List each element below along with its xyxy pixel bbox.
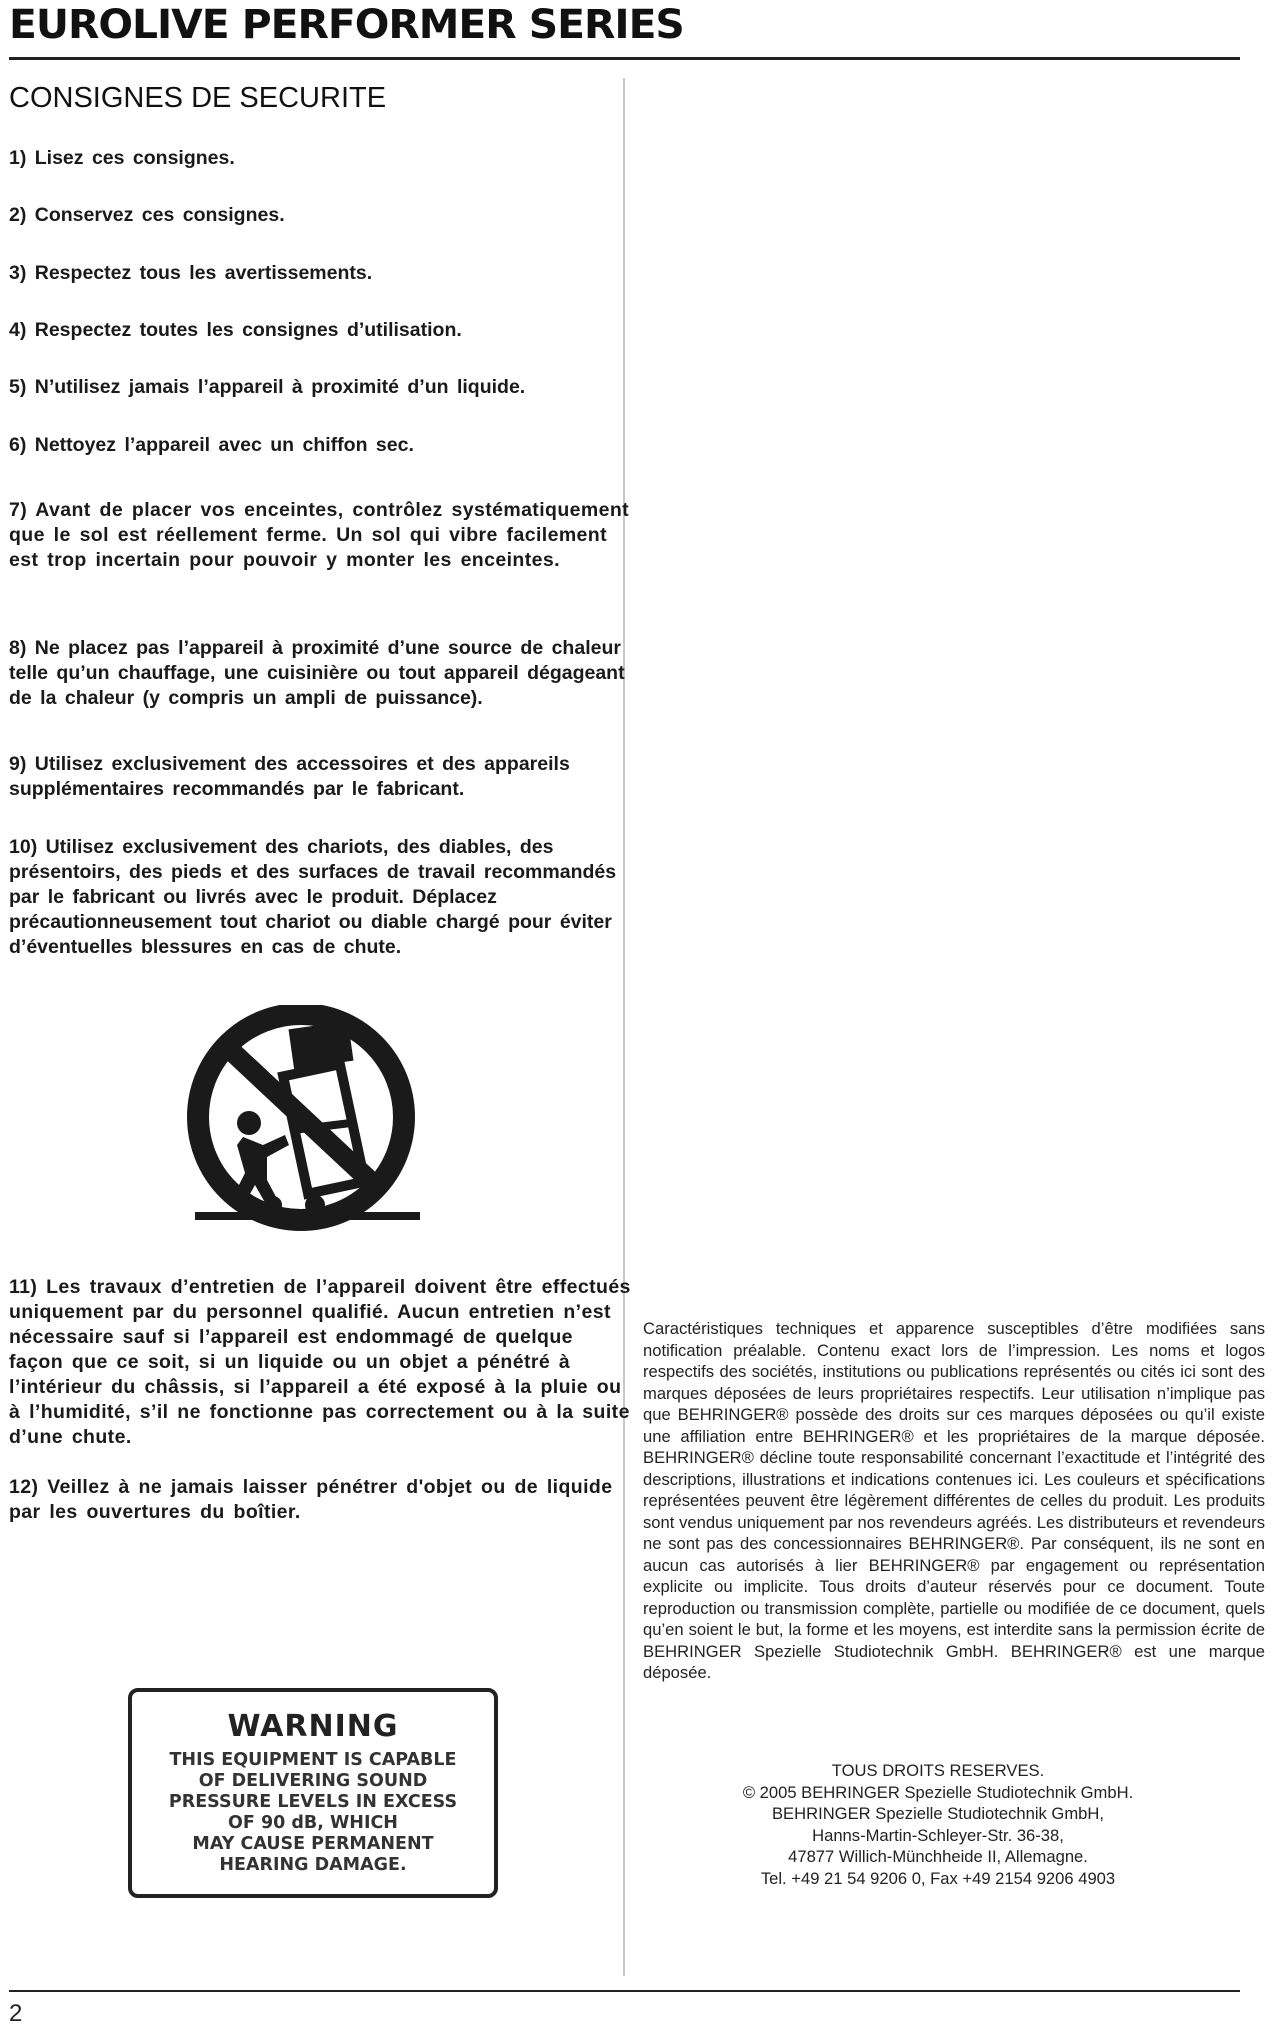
- no-cart-tipping-icon: [175, 1005, 445, 1250]
- rights-line: TOUS DROITS RESERVES.: [831, 1761, 1045, 1780]
- instruction-item-3: 3) Respectez tous les avertissements.: [9, 262, 373, 284]
- rights-line: Tel. +49 21 54 9206 0, Fax +49 2154 9206 4903: [760, 1868, 1116, 1888]
- column-divider: [623, 78, 625, 1976]
- instruction-item-11: 11) Les travaux d’entretien de l’appareil doivent être effectués uniquement par du personnel qualifié. Aucun entretien n’est nécessaire sauf si l’appareil est endommagé de quelque façon que ce soit, si un liquide ou un objet a pénétré à l’intérieur du châssis, si l’appareil a été exposé à la pluie ou à l’humidité, s’il ne fonctionne pas correctement ou à la suite d’une chute.: [9, 1276, 631, 1448]
- section-title: CONSIGNES DE SECURITE: [9, 82, 387, 114]
- instruction-item-5: 5) N’utilisez jamais l’appareil à proximité d’un liquide.: [9, 376, 526, 398]
- rights-line: © 2005 BEHRINGER Spezielle Studiotechnik GmbH.: [742, 1782, 1134, 1802]
- warning-text: THIS EQUIPMENT IS CAPABLE OF DELIVERING SOUND PRESSURE LEVELS IN EXCESS OF 90 dB, WHICH MAY CAUSE PERMANENT HEARING DAMAGE.: [168, 1750, 458, 1875]
- header-divider: [9, 57, 1240, 60]
- rights-line: BEHRINGER Spezielle Studiotechnik GmbH,: [771, 1804, 1104, 1824]
- instruction-item-6: 6) Nettoyez l’appareil avec un chiffon sec.: [9, 434, 414, 456]
- rights-line: 47877 Willich-Münchheide II, Allemagne.: [788, 1847, 1088, 1867]
- instruction-item-7: 7) Avant de placer vos enceintes, contrôlez systématiquement que le sol est réellement ferme. Un sol qui vibre facilement est trop incertain pour pouvoir y monter les enceintes.: [9, 499, 630, 571]
- rights-block: [643, 1760, 1233, 1890]
- instruction-item-1: 1) Lisez ces consignes.: [9, 147, 235, 169]
- instruction-item-10: 10) Utilisez exclusivement des chariots, des diables, des présentoirs, des pieds et des surfaces de travail recommandés par le fabricant ou livrés avec le produit. Déplacez précautionneusement tout chariot ou diable chargé pour éviter d’éventuelles blessures en cas de chute.: [9, 836, 617, 958]
- rights-line: Hanns-Martin-Schleyer-Str. 36-38,: [812, 1825, 1064, 1845]
- warning-box: [128, 1688, 498, 1898]
- warning-title: WARNING: [227, 1709, 399, 1744]
- instruction-item-2: 2) Conservez ces consignes.: [9, 204, 285, 226]
- legal-disclaimer: Caractéristiques techniques et apparence susceptibles d’être modifiées sans notification préalable. Contenu exact lors de l’impression. Les noms et logos respectifs des sociétés, institutions ou publications représentés ou cités ici sont des marques déposées de leurs propriétaires respectifs. Leur utilisation n’implique pas que BEHRINGER® possède des droits sur ces marques déposées ou qu’il existe une affiliation entre BEHRINGER® et les propriétaires de la marque déposée. BEHRINGER® décline toute responsabilité concernant l’exactitude et l’intégrité des descriptions, illustrations et indications contenues ici. Les couleurs et spécifications représentées peuvent être légèrement différentes de celles du produit. Les produits sont vendus uniquement par nos revendeurs agréés. Les distributeurs et revendeurs ne sont pas des concessionnaires BEHRINGER®. Par conséquent, ils ne sont en aucun cas autorisés à lier BEHRINGER® par engagement ou représentation explicite ou implicite. Tous droits d’auteur réservés pour ce document. Toute reproduction ou transmission complète, partielle ou modifiée de ce document, quels qu’en soient le but, la forme et les moyens, est interdite sans la permission écrite de BEHRINGER Spezielle Studiotechnik GmbH. BEHRINGER® est une marque déposée.: [643, 1319, 1265, 1682]
- page-number: 2: [9, 2000, 23, 2027]
- footer-divider: [9, 1990, 1240, 1992]
- instruction-item-8: 8) Ne placez pas l’appareil à proximité d’une source de chaleur telle qu’un chauffage, une cuisinière ou tout appareil dégageant de la chaleur (y compris un ampli de puissance).: [9, 637, 625, 709]
- document-header-title: EUROLIVE PERFORMER SERIES: [9, 2, 684, 48]
- instruction-item-4: 4) Respectez toutes les consignes d’utilisation.: [9, 319, 462, 341]
- instruction-item-12: 12) Veillez à ne jamais laisser pénétrer d'objet ou de liquide par les ouvertures du boîtier.: [9, 1476, 613, 1523]
- instruction-item-9: 9) Utilisez exclusivement des accessoires et des appareils supplémentaires recommandés par le fabricant.: [9, 753, 570, 800]
